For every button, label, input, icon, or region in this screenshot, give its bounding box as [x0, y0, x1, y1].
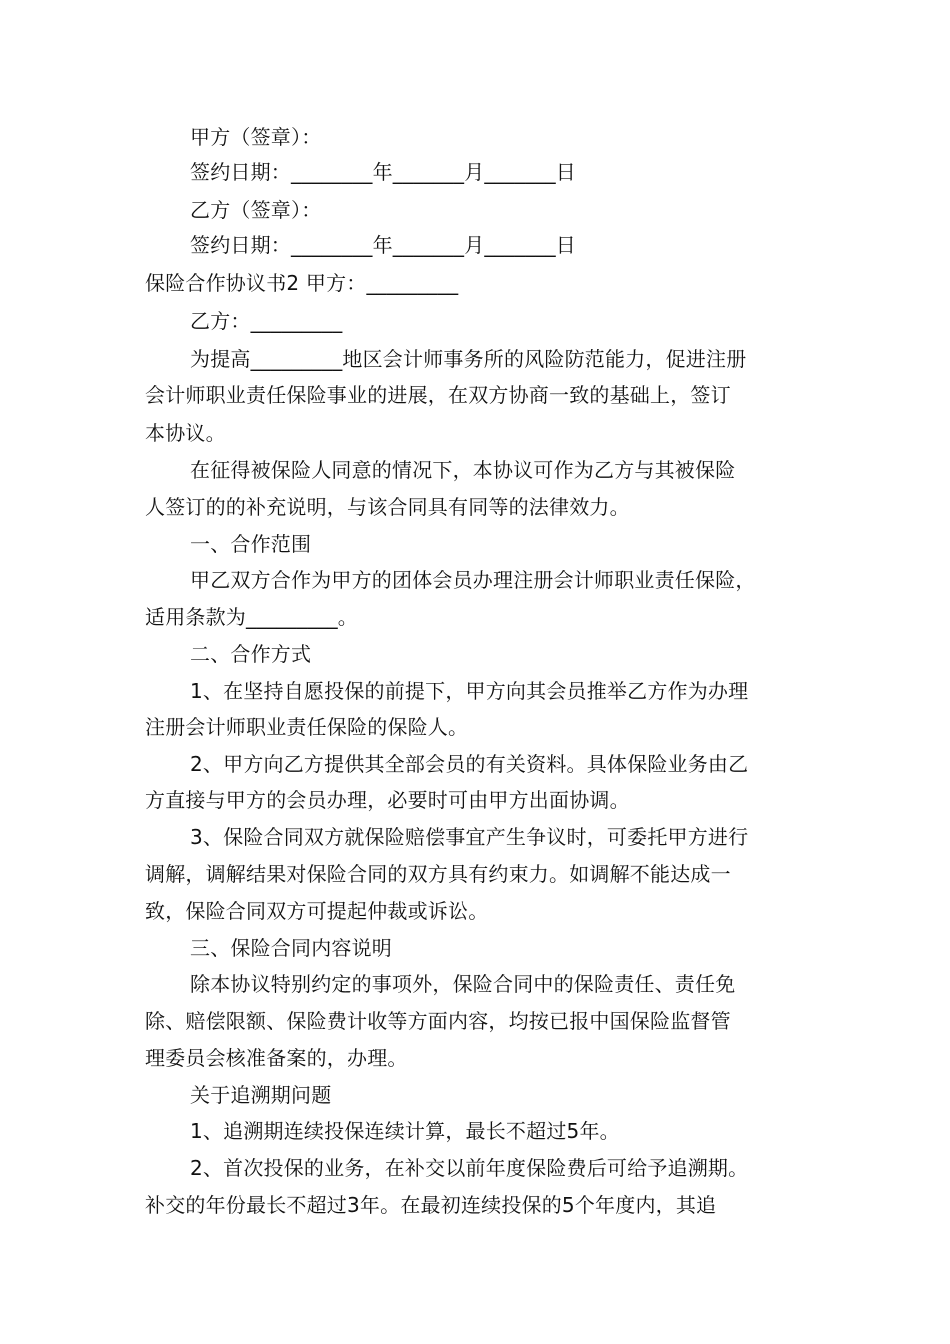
paragraph-line: 1、追溯期连续投保连续计算，最长不超过5年。 — [190, 1119, 620, 1143]
paragraph-line: 会计师职业责任保险事业的进展，在双方协商一致的基础上，签订 — [145, 383, 731, 407]
paragraph-line: 理委员会核准备案的，办理。 — [145, 1046, 408, 1070]
paragraph-line: 本协议。 — [145, 421, 226, 445]
paragraph-line: 2、首次投保的业务，在补交以前年度保险费后可给予追溯期。 — [190, 1156, 749, 1180]
section-heading: 二、合作方式 — [190, 642, 312, 666]
party-b-signature-line: 乙方（签章）： — [190, 198, 322, 222]
party-a-sign-date-line: 签约日期：________年_______月_______日 — [190, 160, 576, 184]
paragraph-line: 甲乙双方合作为甲方的团体会员办理注册会计师职业责任保险， — [190, 568, 756, 592]
paragraph-line: 除本协议特别约定的事项外，保险合同中的保险责任、责任免 — [190, 972, 736, 996]
paragraph-line: 3、保险合同双方就保险赔偿事宜产生争议时，可委托甲方进行 — [190, 825, 749, 849]
paragraph-line: 调解，调解结果对保险合同的双方具有约束力。如调解不能达成一 — [145, 862, 731, 886]
agreement-title-line: 保险合作协议书2 甲方：_________ — [145, 271, 459, 295]
party-a-signature-line: 甲方（签章）： — [190, 125, 322, 149]
paragraph-line: 为提高_________地区会计师事务所的风险防范能力，促进注册 — [190, 347, 747, 371]
section-heading: 一、合作范围 — [190, 532, 312, 556]
paragraph-line: 补交的年份最长不超过3年。在最初连续投保的5个年度内，其追 — [145, 1193, 717, 1217]
paragraph-line: 方直接与甲方的会员办理，必要时可由甲方出面协调。 — [145, 788, 630, 812]
section-heading: 三、保险合同内容说明 — [190, 936, 392, 960]
paragraph-line: 注册会计师职业责任保险的保险人。 — [145, 715, 469, 739]
paragraph-line: 在征得被保险人同意的情况下，本协议可作为乙方与其被保险 — [190, 458, 736, 482]
paragraph-line: 人签订的的补充说明，与该合同具有同等的法律效力。 — [145, 495, 630, 519]
paragraph-line: 致，保险合同双方可提起仲裁或诉讼。 — [145, 899, 489, 923]
party-b-line: 乙方：_________ — [190, 309, 343, 333]
party-b-sign-date-line: 签约日期：________年_______月_______日 — [190, 233, 576, 257]
paragraph-line: 适用条款为_________。 — [145, 605, 358, 629]
section-heading: 关于追溯期问题 — [190, 1083, 332, 1107]
paragraph-line: 除、赔偿限额、保险费计收等方面内容，均按已报中国保险监督管 — [145, 1009, 731, 1033]
paragraph-line: 1、在坚持自愿投保的前提下，甲方向其会员推举乙方作为办理 — [190, 679, 749, 703]
paragraph-line: 2、甲方向乙方提供其全部会员的有关资料。具体保险业务由乙 — [190, 752, 749, 776]
